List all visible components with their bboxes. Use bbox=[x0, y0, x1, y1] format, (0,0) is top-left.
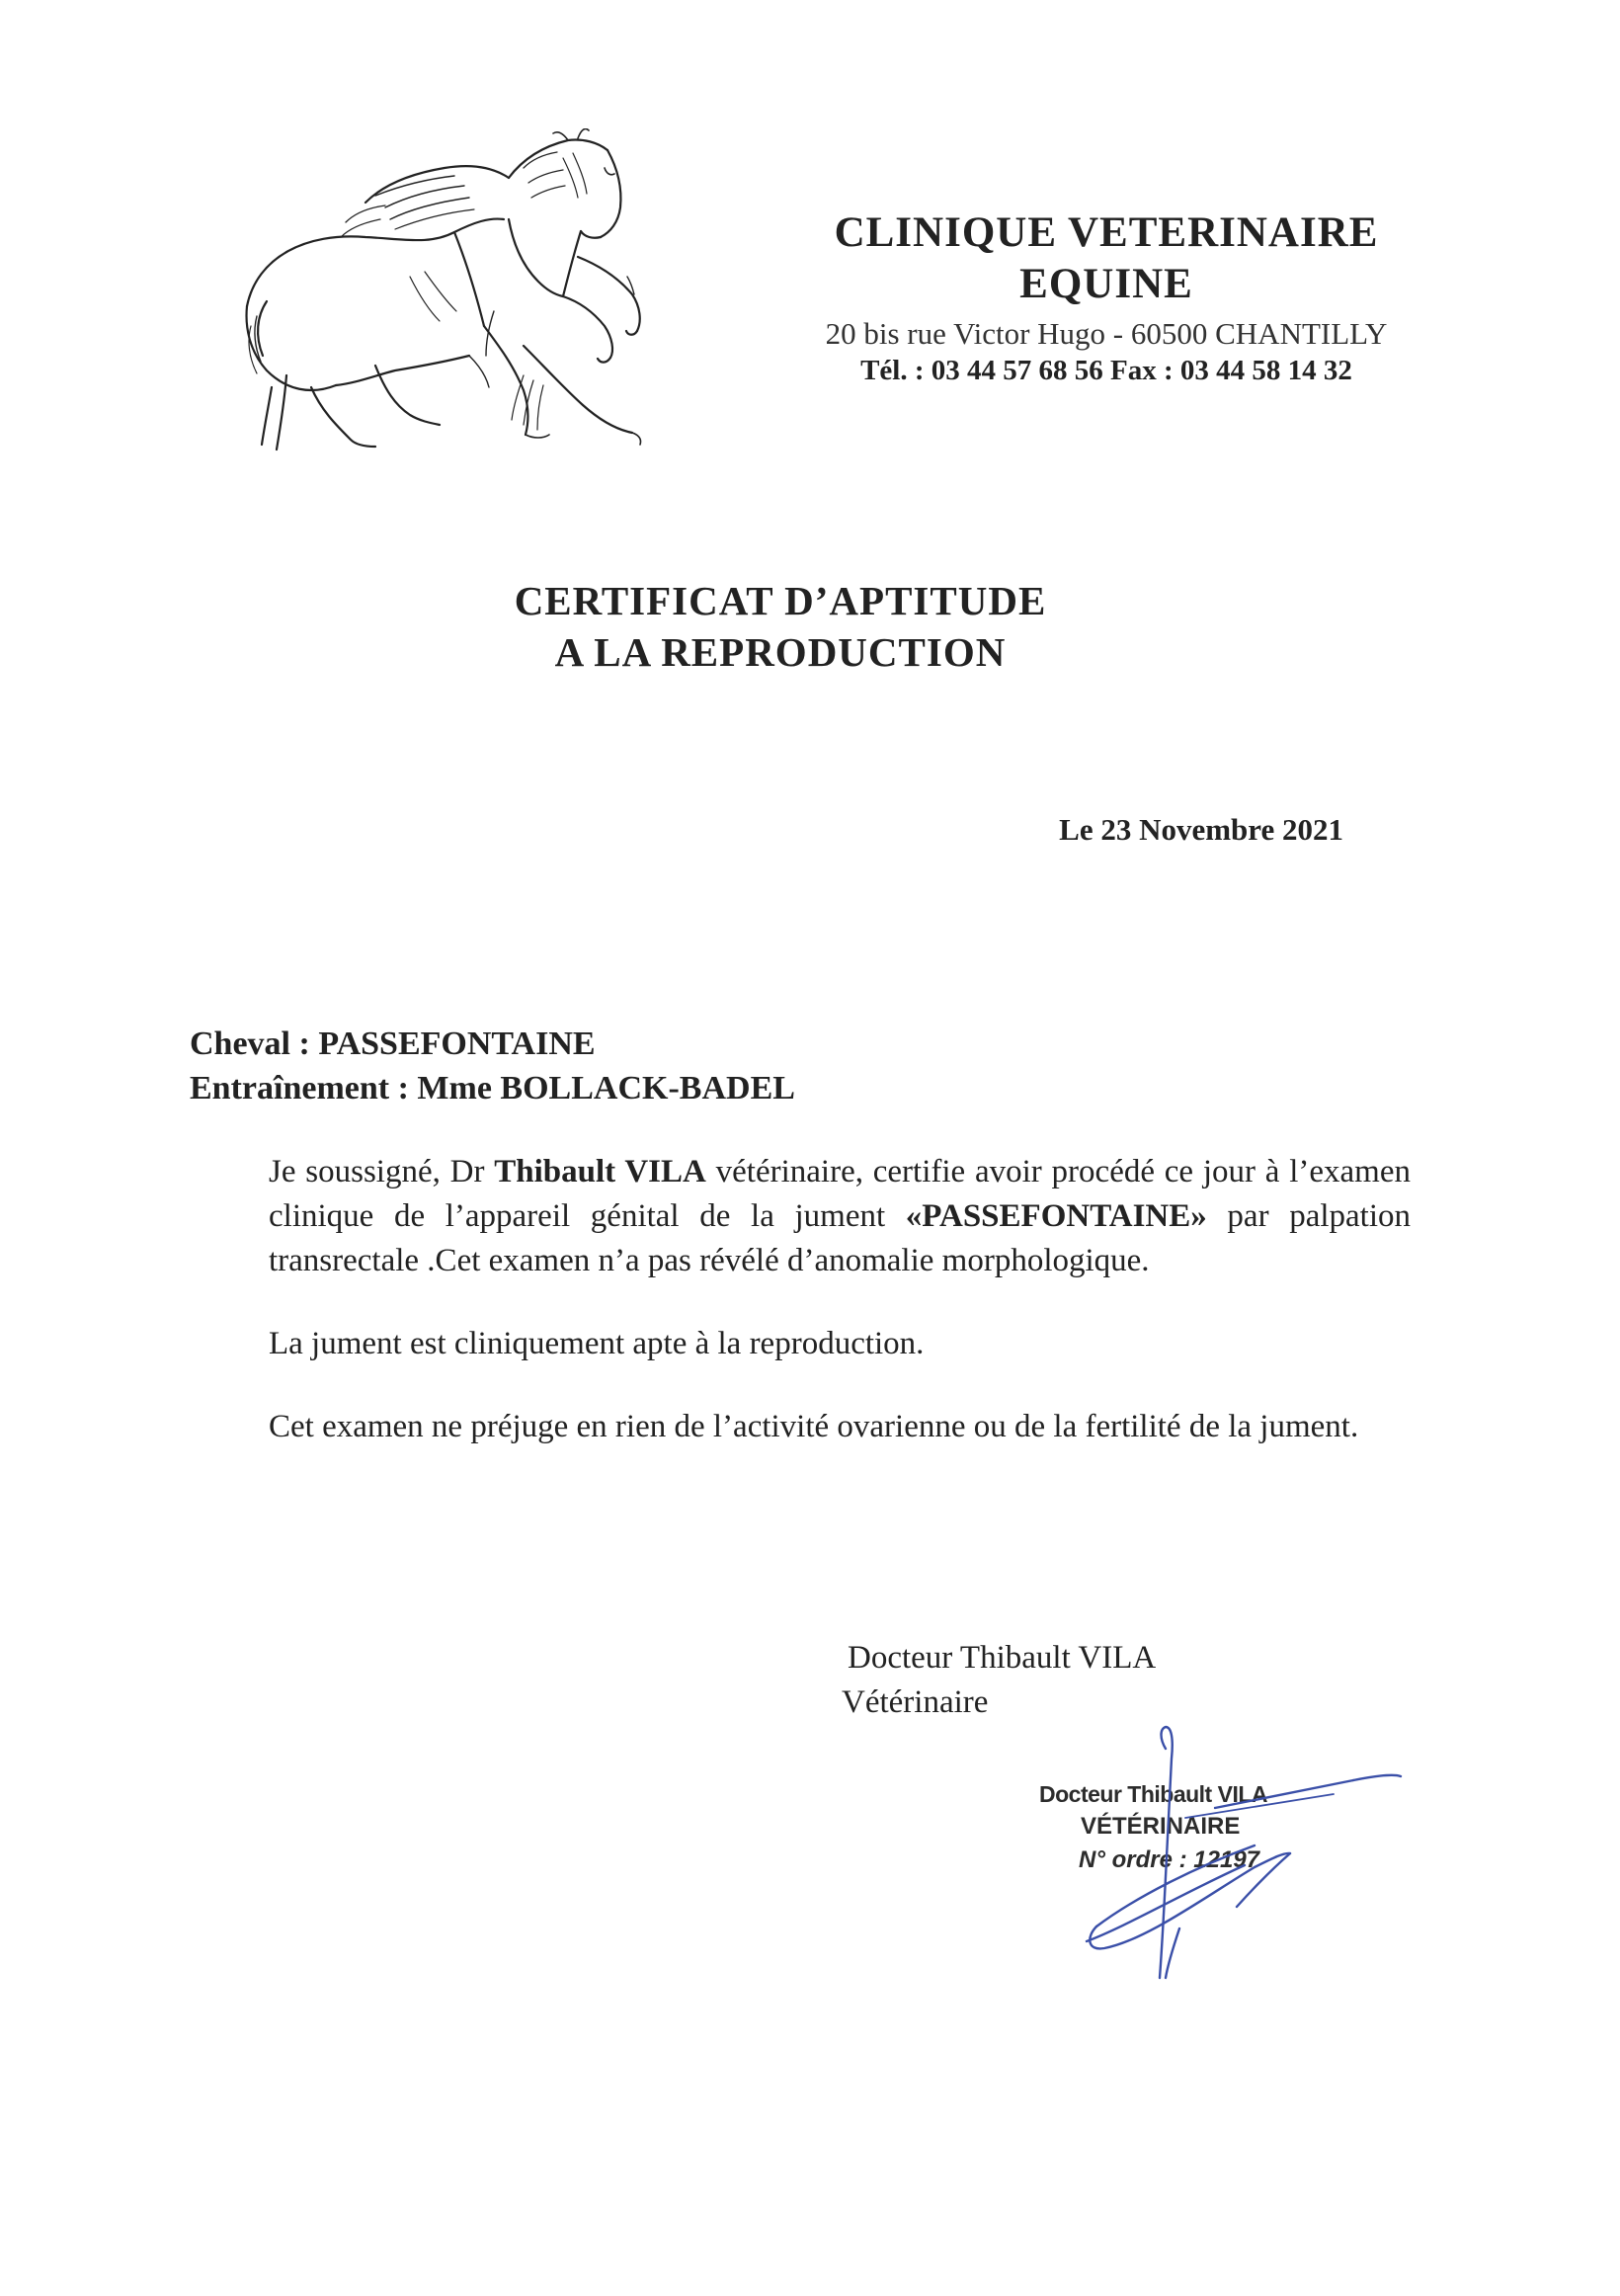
cheval-label: Cheval : bbox=[190, 1025, 319, 1062]
body-paragraph-1 bbox=[269, 1150, 1411, 1283]
p1-text-a: Je soussigné, Dr bbox=[269, 1154, 495, 1189]
training-label: Entraînement : bbox=[190, 1070, 418, 1107]
body-paragraph-2: La jument est cliniquement apte à la reproduction. bbox=[269, 1326, 925, 1361]
clinic-name-line1: CLINIQUE VETERINAIRE bbox=[834, 209, 1379, 256]
p1-horse-name: «PASSEFONTAINE» bbox=[905, 1198, 1207, 1234]
certificate-title bbox=[395, 575, 1166, 678]
signature-block bbox=[842, 1636, 1156, 1725]
certificate-body bbox=[269, 1150, 1411, 1449]
horse-info bbox=[190, 1022, 795, 1110]
p1-text-b: vétérinaire, certifie avoir procédé ce jour à l’examen clinique de l’appareil génital de la jument bbox=[269, 1154, 1411, 1234]
stamp-order-number: N° ordre : 12197 bbox=[1079, 1846, 1260, 1873]
signatory-name: Docteur Thibault VILA bbox=[848, 1640, 1157, 1676]
signatory-role: Vétérinaire bbox=[842, 1684, 989, 1720]
body-paragraph-3: Cet examen ne préjuge en rien de l’activité ovarienne ou de la fertilité de la jument. bbox=[269, 1409, 1359, 1444]
training-line bbox=[190, 1066, 795, 1110]
clinic-phone: Tél. : 03 44 57 68 56 Fax : 03 44 58 14 32 bbox=[860, 355, 1352, 386]
letterhead bbox=[761, 207, 1452, 389]
certificate-title-line1: CERTIFICAT D’APTITUDE bbox=[514, 578, 1047, 623]
p1-vet-name: Thibault VILA bbox=[494, 1154, 706, 1189]
training-name: Mme BOLLACK-BADEL bbox=[417, 1070, 795, 1107]
rearing-horses-logo-icon bbox=[227, 128, 662, 474]
clinic-address: 20 bis rue Victor Hugo - 60500 CHANTILLY bbox=[825, 316, 1388, 351]
cheval-name: PASSEFONTAINE bbox=[318, 1025, 596, 1062]
p1-text-c: par palpation transrectale .Cet examen n’a pas révélé d’anomalie morphologique. bbox=[269, 1198, 1411, 1278]
handwritten-signature-icon bbox=[1057, 1719, 1413, 1986]
certificate-date: Le 23 Novembre 2021 bbox=[1059, 812, 1343, 847]
cheval-line bbox=[190, 1022, 795, 1066]
stamp-name: Docteur Thibault VILA bbox=[1039, 1781, 1267, 1807]
stamp-role: VÉTÉRINAIRE bbox=[1081, 1813, 1241, 1840]
clinic-name-line2: EQUINE bbox=[1019, 261, 1193, 307]
certificate-title-line2: A LA REPRODUCTION bbox=[554, 629, 1007, 675]
